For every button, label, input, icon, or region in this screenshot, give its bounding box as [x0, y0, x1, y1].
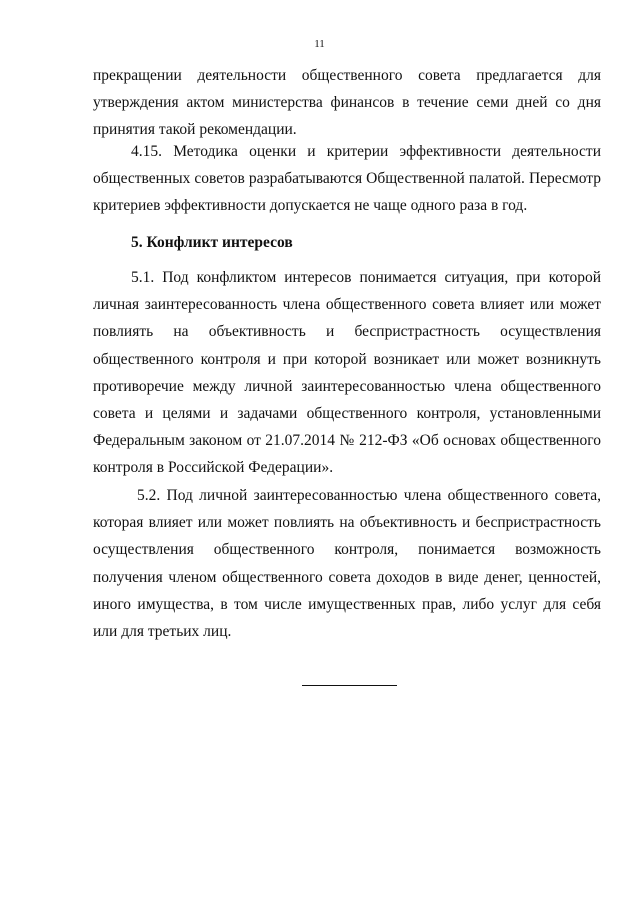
paragraph-text: 4.15. Методика оценки и критерии эффективности деятельности общественных советов разрабатываются Общественной палатой. Пересмотр критериев эффективности допускается не чаще одного раза в год. — [93, 143, 601, 215]
paragraph-text: 5.1. Под конфликтом интересов понимается ситуация, при которой личная заинтересованность члена общественного совета влияет или может повлиять на объективность и беспристрастность осуществления общественного контроля и при которой возникает или может возникнуть противоречие между личной заинтересованностью члена общественного совета и целями и задачами общественного контроля, установленными Федеральным законом от 21.07.2014 № 212-ФЗ «Об основах общественного контроля в Российской Федерации». — [93, 269, 601, 477]
paragraph-text: 5.2. Под личной заинтересованностью члена общественного совета, которая влияет или может повлиять на объективность и беспристрастность осуществления общественного контроля, понимается возможность получения членом общественного совета доходов в виде денег, ценностей, иного имущества, в том числе имущественных прав, либо услуг для себя или для третьих лиц. — [93, 487, 601, 641]
end-divider-line — [302, 685, 397, 686]
paragraph-text: прекращении деятельности общественного совета предлагается для утверждения актом министерства финансов в течение семи дней со дня принятия такой рекомендации. — [93, 67, 601, 139]
paragraph-5-2 — [93, 482, 601, 645]
paragraph-5-1 — [93, 264, 601, 482]
paragraph-4-15 — [93, 138, 601, 220]
paragraph-continuation — [93, 62, 601, 144]
section-heading-conflict-of-interest: 5. Конфликт интересов — [131, 234, 293, 251]
page-number: 11 — [314, 38, 325, 50]
